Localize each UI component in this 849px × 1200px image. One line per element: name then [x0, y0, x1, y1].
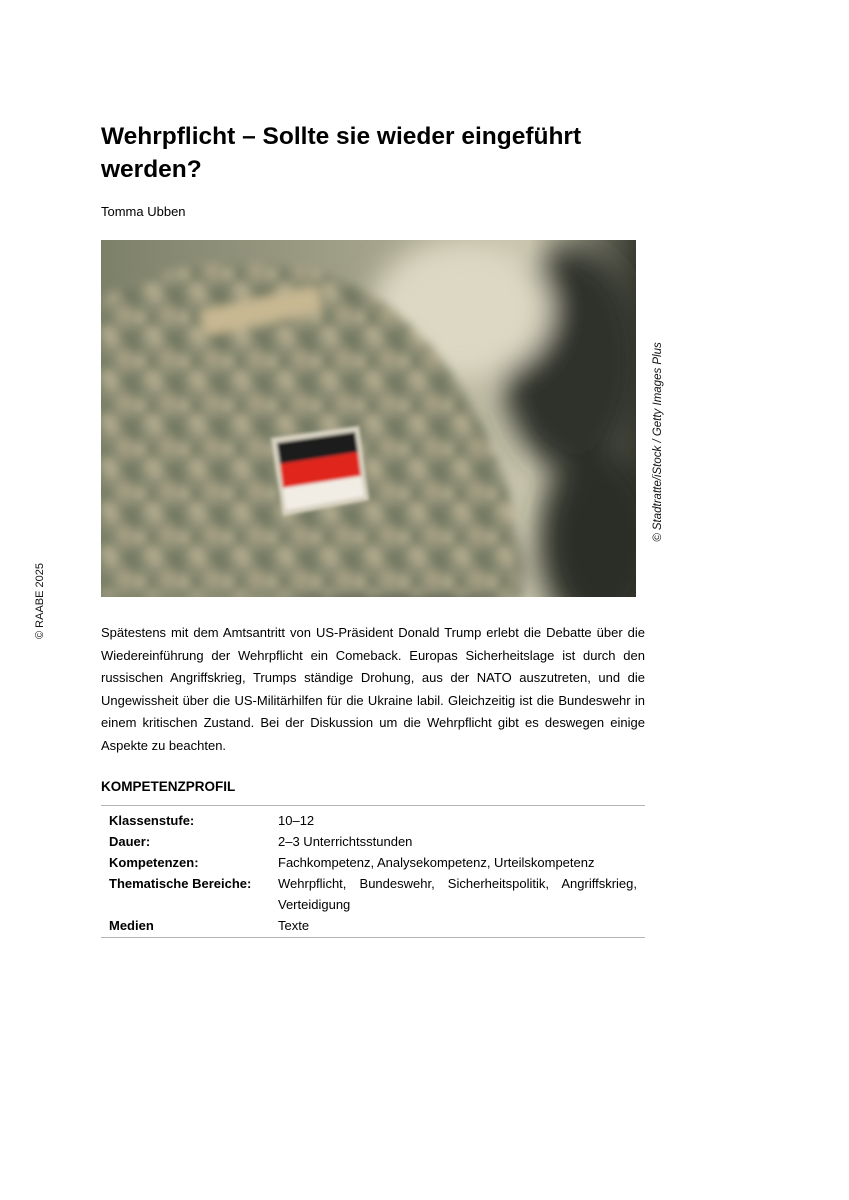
- row-label: Thematische Bereiche:: [109, 876, 252, 891]
- row-value: Wehrpflicht, Bundeswehr, Sicherheitspolitik, Angriffskrieg, Verteidigung: [278, 876, 637, 912]
- table-row: [101, 806, 645, 832]
- row-value: 10–12: [278, 813, 315, 828]
- table-row: [101, 915, 645, 938]
- row-label: Klassenstufe:: [109, 813, 195, 828]
- author-name: Tomma Ubben: [101, 204, 186, 219]
- row-value: Texte: [278, 918, 310, 933]
- page-title: Wehrpflicht – Sollte sie wieder eingeführt werden?: [101, 123, 582, 183]
- page-copyright: © RAABE 2025: [34, 563, 46, 639]
- table-row: [101, 852, 645, 873]
- row-label: Medien: [109, 918, 154, 933]
- table-row: [101, 831, 645, 852]
- row-label: Kompetenzen:: [109, 855, 199, 870]
- competence-profile-table: [101, 805, 645, 938]
- row-label: Dauer:: [109, 834, 151, 849]
- row-value: 2–3 Unterrichtsstunden: [278, 834, 413, 849]
- image-credit: © Stadtratte/iStock / Getty Images Plus: [652, 342, 664, 542]
- cover-photo: [101, 240, 636, 597]
- row-value: Fachkompetenz, Analysekompetenz, Urteilskompetenz: [278, 855, 595, 870]
- intro-paragraph: Spätestens mit dem Amtsantritt von US-Präsident Donald Trump erlebt die Debatte über die Wiedereinführung der Wehrpflicht ein Comeback. Europas Sicherheitslage ist durch den russischen Angriffskrieg, Trumps ständige Drohung, aus der NATO auszutreten, und die Ungewissheit über die US-Militärhilfen für die Ukraine labil. Gleichzeitig ist die Bundeswehr in einem kritischen Zustand. Bei der Diskussion um die Wehrpflicht gibt es deswegen einige Aspekte zu beachten.: [101, 625, 645, 753]
- section-heading: KOMPETENZPROFIL: [101, 779, 236, 794]
- table-row: [101, 873, 645, 915]
